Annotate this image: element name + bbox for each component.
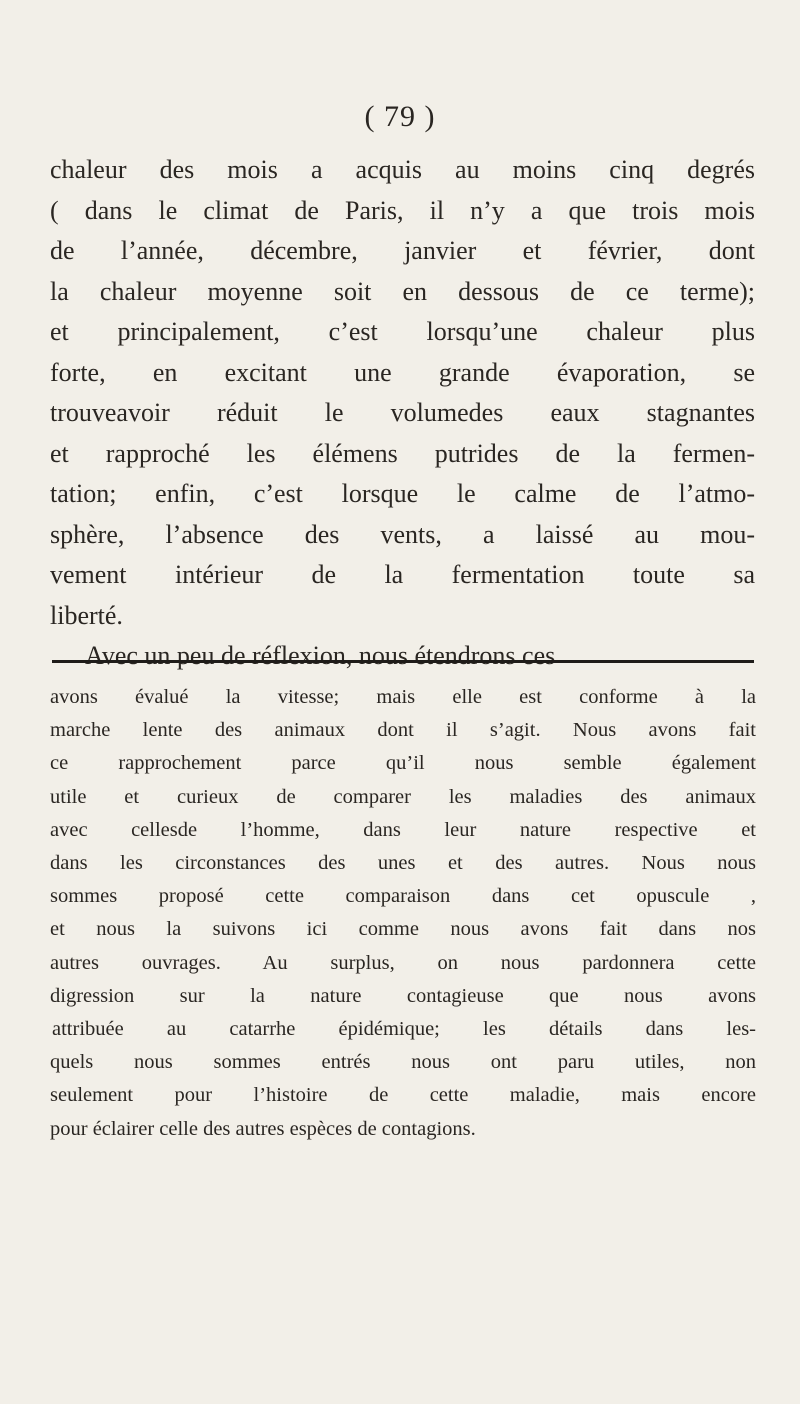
footnote-line: quels nous sommes entrés nous ont paru utiles, non <box>50 1051 756 1074</box>
footnote-line: avons évalué la vitesse; mais elle est conforme à la <box>50 686 756 708</box>
main-text-line: liberté. <box>50 600 123 630</box>
page-number: ( 79 ) <box>364 100 436 133</box>
footnote-line: digression sur la nature contagieuse que nous avons <box>50 984 756 1007</box>
footnote-line: ce rapprochement parce qu’il nous semble également <box>50 752 756 775</box>
main-text-line: vement intérieur de la fermentation toute sa <box>50 560 755 589</box>
footnote-line: dans les circonstances des unes et des autres. Nous nous <box>50 852 756 875</box>
footnote-line: pour éclairer celle des autres espèces de contagions. <box>50 1117 476 1140</box>
main-text <box>50 150 755 677</box>
footnote <box>50 681 756 1146</box>
main-text-line: et rapproché les élémens putrides de la fermen- <box>50 438 755 468</box>
main-text-line: sphère, l’absence des vents, a laissé au mou- <box>50 519 755 549</box>
footnote-line: marche lente des animaux dont il s’agit. Nous avons fait <box>50 719 756 742</box>
footnote-line: et nous la suivons ici comme nous avons fait dans nos <box>50 918 756 941</box>
main-text-line: la chaleur moyenne soit en dessous de ce terme); <box>50 276 755 306</box>
footnote-line: sommes proposé cette comparaison dans cet opuscule , <box>50 885 756 908</box>
footnote-line: autres ouvrages. Au surplus, on nous pardonnera cette <box>50 951 756 974</box>
main-text-line: et principalement, c’est lorsqu’une chaleur plus <box>50 317 755 346</box>
main-text-line: ( dans le climat de Paris, il n’y a que trois mois <box>50 195 755 225</box>
main-text-line: Avec un peu de réflexion, nous étendrons ces <box>85 641 556 670</box>
main-text-line: tation; enfin, c’est lorsque le calme de l’atmo- <box>50 479 755 508</box>
footnote-line: avec cellesde l’homme, dans leur nature respective et <box>50 818 756 841</box>
main-text-line: trouveavoir réduit le volumedes eaux stagnantes <box>50 398 755 427</box>
main-text-line: chaleur des mois a acquis au moins cinq degrés <box>50 155 755 184</box>
main-text-line: forte, en excitant une grande évaporation, se <box>50 357 755 387</box>
footnote-line: attribuée au catarrhe épidémique; les détails dans les- <box>52 1018 756 1041</box>
main-text-line: de l’année, décembre, janvier et février, dont <box>50 236 755 265</box>
footnote-separator-rule <box>52 660 754 663</box>
footnote-line: utile et curieux de comparer les maladies des animaux <box>50 785 756 808</box>
footnote-line: seulement pour l’histoire de cette maladie, mais encore <box>50 1084 756 1107</box>
